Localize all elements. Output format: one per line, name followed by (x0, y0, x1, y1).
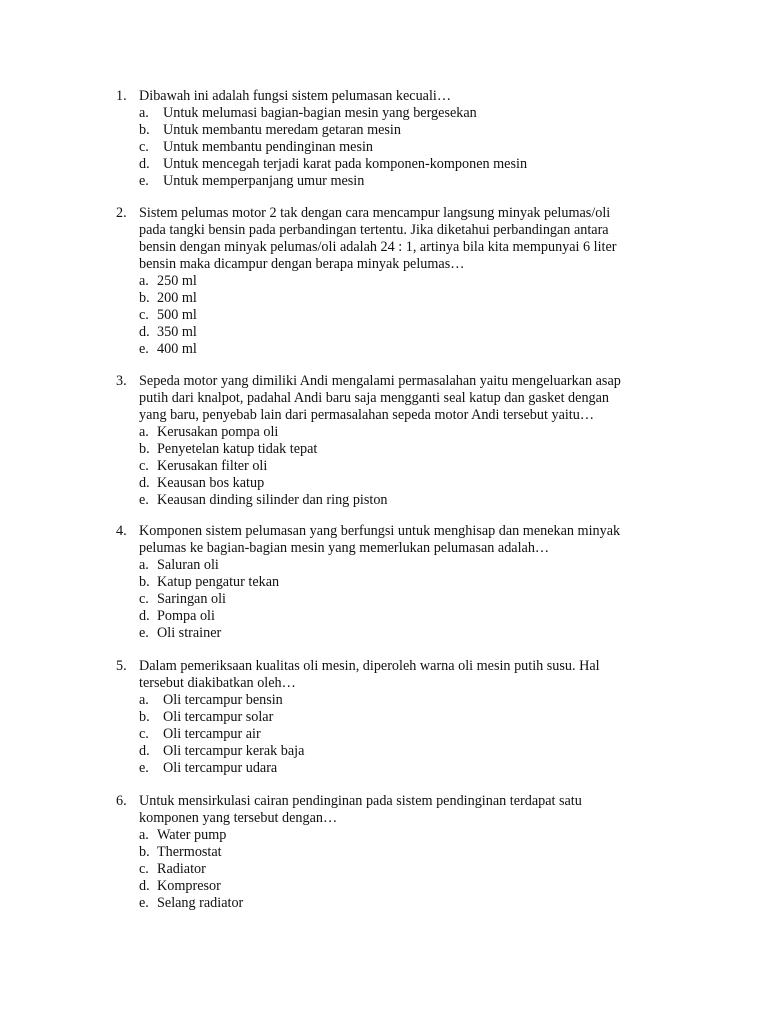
option-text: 250 ml (157, 273, 197, 289)
answer-option (139, 692, 283, 709)
answer-option (139, 290, 197, 307)
answer-option (139, 492, 388, 509)
option-letter: a. (139, 105, 149, 121)
question-stem-line: yang baru, penyebab lain dari permasalahan sepeda motor Andi tersebut yaitu… (139, 407, 595, 423)
answer-option (139, 726, 261, 743)
option-text: Saluran oli (157, 557, 219, 573)
question-stem-line: pelumas ke bagian-bagian mesin yang memerlukan pelumasan adalah… (139, 540, 550, 556)
question-stem-line: pada tangki bensin pada perbandingan tertentu. Jika diketahui perbandingan antara (139, 222, 609, 238)
option-letter: e. (139, 760, 149, 776)
option-letter: c. (139, 458, 149, 474)
answer-option (139, 139, 374, 156)
answer-option (139, 827, 227, 844)
option-letter: e. (139, 625, 149, 641)
option-text: Oli tercampur bensin (163, 692, 283, 708)
answer-option (139, 424, 279, 441)
option-text: Saringan oli (157, 591, 226, 607)
option-text: Radiator (157, 861, 206, 877)
option-letter: b. (139, 290, 150, 306)
option-text: Oli strainer (157, 625, 222, 641)
option-letter: c. (139, 861, 149, 877)
option-letter: c. (139, 307, 149, 323)
answer-option (139, 557, 219, 574)
option-letter: b. (139, 441, 150, 457)
option-text: Untuk mencegah terjadi karat pada komponen-komponen mesin (163, 156, 528, 172)
question-stem-line: bensin maka dicampur dengan berapa minyak pelumas… (139, 256, 465, 272)
option-text: Keausan bos katup (157, 475, 265, 491)
answer-option (139, 760, 278, 777)
option-letter: e. (139, 492, 149, 508)
option-letter: e. (139, 341, 149, 357)
question-number: 3. (116, 373, 127, 389)
option-text: Kerusakan pompa oli (157, 424, 279, 440)
option-text: 200 ml (157, 290, 197, 306)
question-number: 6. (116, 793, 127, 809)
option-letter: d. (139, 475, 150, 491)
question-stem-line: Sepeda motor yang dimiliki Andi mengalami permasalahan yaitu mengeluarkan asap (139, 373, 621, 389)
option-letter: b. (139, 844, 150, 860)
question-number: 4. (116, 523, 127, 539)
option-letter: e. (139, 173, 149, 189)
answer-option (139, 273, 197, 290)
question-stem-line: Komponen sistem pelumasan yang berfungsi untuk menghisap dan menekan minyak (139, 523, 621, 539)
option-text: Oli tercampur solar (163, 709, 274, 725)
option-letter: c. (139, 726, 149, 742)
option-letter: c. (139, 139, 149, 155)
answer-option (139, 608, 215, 625)
question-stem-line: Untuk mensirkulasi cairan pendinginan pada sistem pendinginan terdapat satu (139, 793, 582, 809)
answer-option (139, 878, 221, 895)
answer-option (139, 895, 244, 912)
option-text: Untuk melumasi bagian-bagian mesin yang bergesekan (163, 105, 477, 121)
option-text: Untuk membantu pendinginan mesin (163, 139, 374, 155)
option-letter: a. (139, 273, 149, 289)
question-stem-line: komponen yang tersebut dengan… (139, 810, 338, 826)
option-letter: d. (139, 156, 150, 172)
answer-option (139, 173, 365, 190)
option-text: 350 ml (157, 324, 197, 340)
option-text: Selang radiator (157, 895, 244, 911)
question-stem-line: Dalam pemeriksaan kualitas oli mesin, diperoleh warna oli mesin putih susu. Hal (139, 658, 600, 674)
option-letter: a. (139, 692, 149, 708)
answer-option (139, 458, 268, 475)
question-number: 1. (116, 88, 127, 104)
option-letter: d. (139, 878, 150, 894)
question-stem-line: Sistem pelumas motor 2 tak dengan cara mencampur langsung minyak pelumas/oli (139, 205, 611, 221)
option-text: Untuk memperpanjang umur mesin (163, 173, 365, 189)
answer-option (139, 324, 197, 341)
answer-option (139, 475, 265, 492)
question-stem-line: tersebut diakibatkan oleh… (139, 675, 296, 691)
option-letter: b. (139, 709, 150, 725)
option-letter: c. (139, 591, 149, 607)
option-text: Penyetelan katup tidak tepat (157, 441, 318, 457)
answer-option (139, 441, 318, 458)
option-text: Kerusakan filter oli (157, 458, 268, 474)
option-text: Katup pengatur tekan (157, 574, 280, 590)
answer-option (139, 743, 305, 760)
answer-option (139, 591, 226, 608)
option-text: Kompresor (157, 878, 221, 894)
option-letter: d. (139, 743, 150, 759)
option-text: Pompa oli (157, 608, 215, 624)
answer-option (139, 844, 222, 861)
answer-option (139, 709, 274, 726)
option-letter: a. (139, 424, 149, 440)
answer-option (139, 156, 528, 173)
option-letter: a. (139, 827, 149, 843)
question-number: 2. (116, 205, 127, 221)
answer-option (139, 574, 280, 591)
option-text: Oli tercampur air (163, 726, 261, 742)
option-letter: b. (139, 122, 150, 138)
option-text: 400 ml (157, 341, 197, 357)
answer-option (139, 122, 401, 139)
question-stem-line: putih dari knalpot, padahal Andi baru saja mengganti seal katup dan gasket dengan (139, 390, 610, 406)
option-text: Keausan dinding silinder dan ring piston (157, 492, 388, 508)
option-letter: d. (139, 608, 150, 624)
option-text: Oli tercampur udara (163, 760, 278, 776)
question-stem-line: bensin dengan minyak pelumas/oli adalah 24 : 1, artinya bila kita mempunyai 6 liter (139, 239, 617, 255)
option-letter: a. (139, 557, 149, 573)
answer-option (139, 625, 222, 642)
question-number: 5. (116, 658, 127, 674)
question-stem-line: Dibawah ini adalah fungsi sistem pelumasan kecuali… (139, 88, 452, 104)
option-letter: e. (139, 895, 149, 911)
option-letter: b. (139, 574, 150, 590)
option-text: 500 ml (157, 307, 197, 323)
answer-option (139, 105, 477, 122)
answer-option (139, 341, 197, 358)
option-text: Untuk membantu meredam getaran mesin (163, 122, 401, 138)
option-text: Thermostat (157, 844, 222, 860)
option-text: Oli tercampur kerak baja (163, 743, 305, 759)
option-text: Water pump (157, 827, 227, 843)
option-letter: d. (139, 324, 150, 340)
answer-option (139, 861, 206, 878)
answer-option (139, 307, 197, 324)
